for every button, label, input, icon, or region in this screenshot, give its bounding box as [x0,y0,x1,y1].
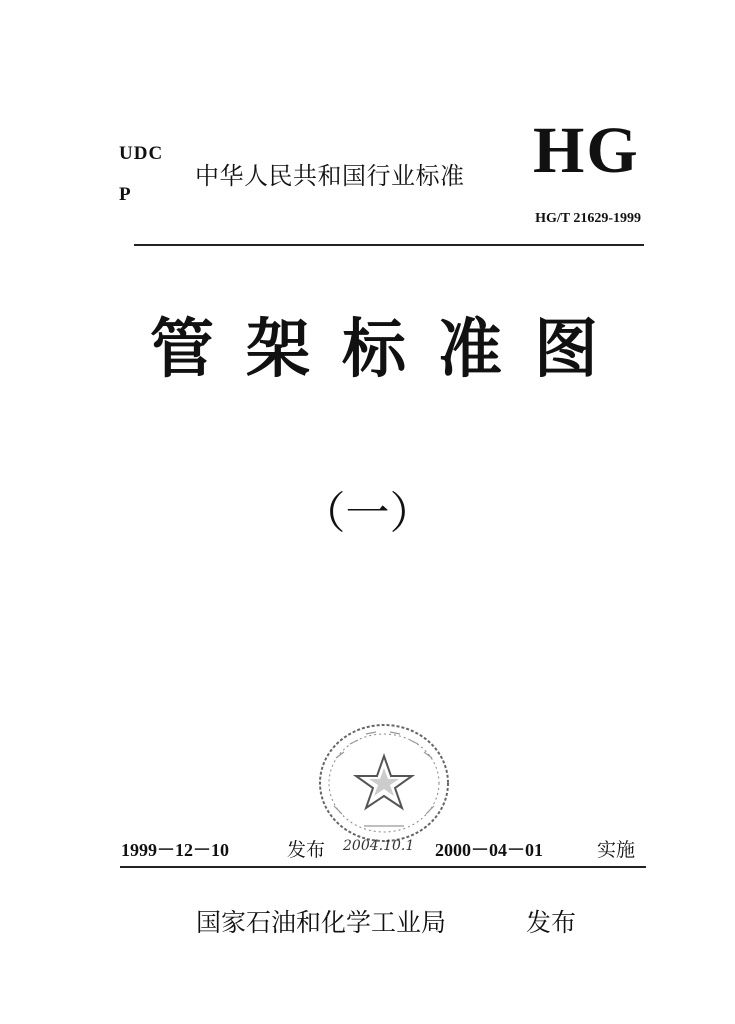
issue-date: 1999－12－10 [121,840,229,860]
handwritten-note: 2004.10.1 [343,838,415,854]
udc-label: UDC [119,143,164,164]
issue-label: 发布 [287,839,326,861]
publisher-name: 国家石油和化学工业局 [196,908,447,937]
category-code: P [119,184,131,205]
implementation-date: 2000－04－01 [435,840,543,860]
publisher-action: 发布 [526,908,577,937]
dates-row [121,836,641,862]
standard-number: HG/T 21629-1999 [535,211,641,226]
bottom-divider [120,866,646,868]
top-divider [134,244,644,246]
hg-logo: HG [533,114,640,187]
volume-number: （一） [301,488,434,539]
official-seal-star-icon [314,718,454,848]
implementation-label: 实施 [597,839,636,861]
industry-standard-title: 中华人民共和国行业标准 [195,162,465,190]
document-title: 管架标准图 [150,313,630,387]
